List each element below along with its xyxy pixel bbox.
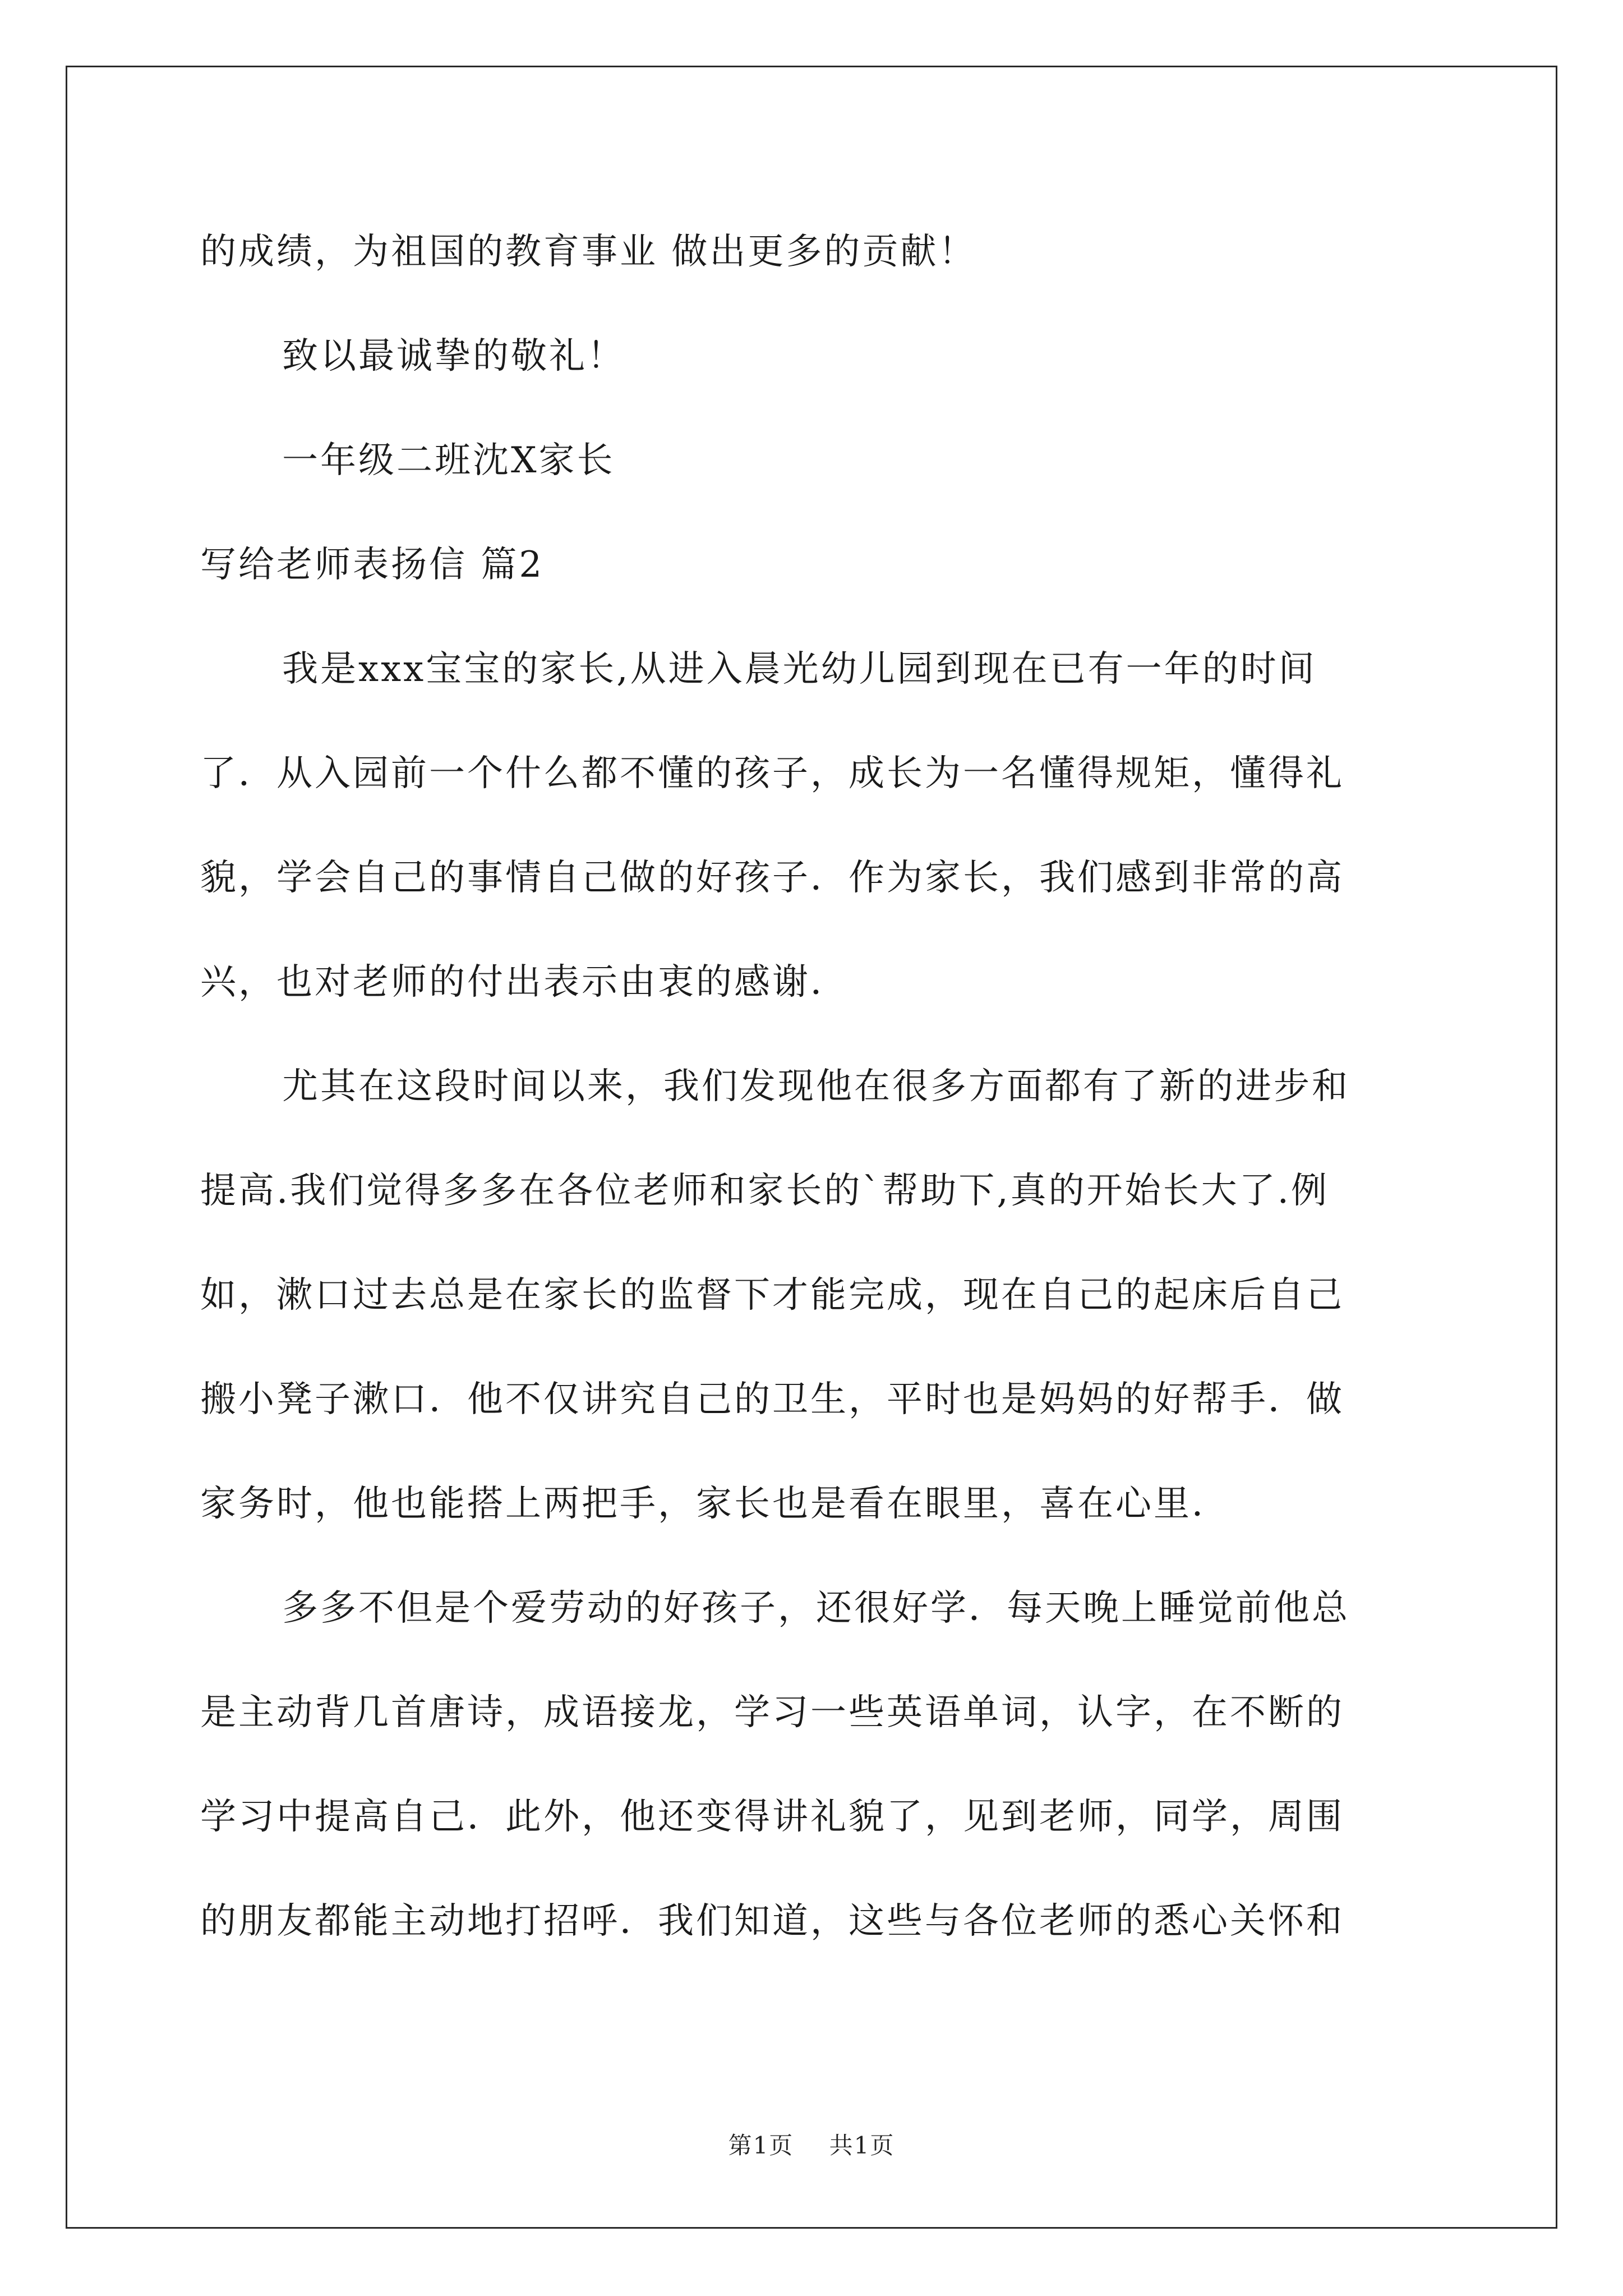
text-line: 我是xxx宝宝的家长,从进入晨光幼儿园到现在已有一年的时间 [282, 648, 1317, 690]
page-count: 共1页 [829, 2132, 895, 2159]
text-line: 家务时，他也能搭上两把手，家长也是看在眼里，喜在心里． [200, 1483, 1230, 1525]
signature-line: 一年级二班沈X家长 [282, 440, 615, 481]
section-heading: 写给老师表扬信 篇2 [200, 544, 545, 586]
text-line: 兴，也对老师的付出表示由衷的感谢． [200, 961, 849, 1003]
text-line: 多多不但是个爱劳动的好孩子，还很好学．每天晚上睡觉前他总 [282, 1588, 1350, 1629]
text-line: 貌，学会自己的事情自己做的好孩子．作为家长，我们感到非常的高 [200, 857, 1344, 899]
text-line: 如，漱口过去总是在家长的监督下才能完成，现在自己的起床后自己 [200, 1274, 1344, 1316]
text-line: 是主动背几首唐诗，成语接龙，学习一些英语单词，认字，在不断的 [200, 1692, 1344, 1733]
page-footer [0, 2127, 1623, 2161]
text-line: 学习中提高自己．此外，他还变得讲礼貌了，见到老师，同学，周围 [200, 1796, 1344, 1838]
page-number: 第1页 [728, 2132, 794, 2159]
text-line: 的成绩，为祖国的教育事业 做出更多的贡献！ [200, 231, 977, 273]
text-line: 了．从入园前一个什么都不懂的孩子，成长为一名懂得规矩，懂得礼 [200, 753, 1344, 794]
text-line: 的朋友都能主动地打招呼．我们知道，这些与各位老师的悉心关怀和 [200, 1901, 1344, 1942]
text-line: 致以最诚挚的敬礼！ [282, 335, 625, 377]
text-line: 提高.我们觉得多多在各位老师和家长的`帮助下,真的开始长大了.例 [200, 1170, 1330, 1212]
text-line: 尤其在这段时间以来，我们发现他在很多方面都有了新的进步和 [282, 1066, 1350, 1107]
text-line: 搬小凳子漱口．他不仅讲究自己的卫生，平时也是妈妈的好帮手．做 [200, 1379, 1344, 1420]
